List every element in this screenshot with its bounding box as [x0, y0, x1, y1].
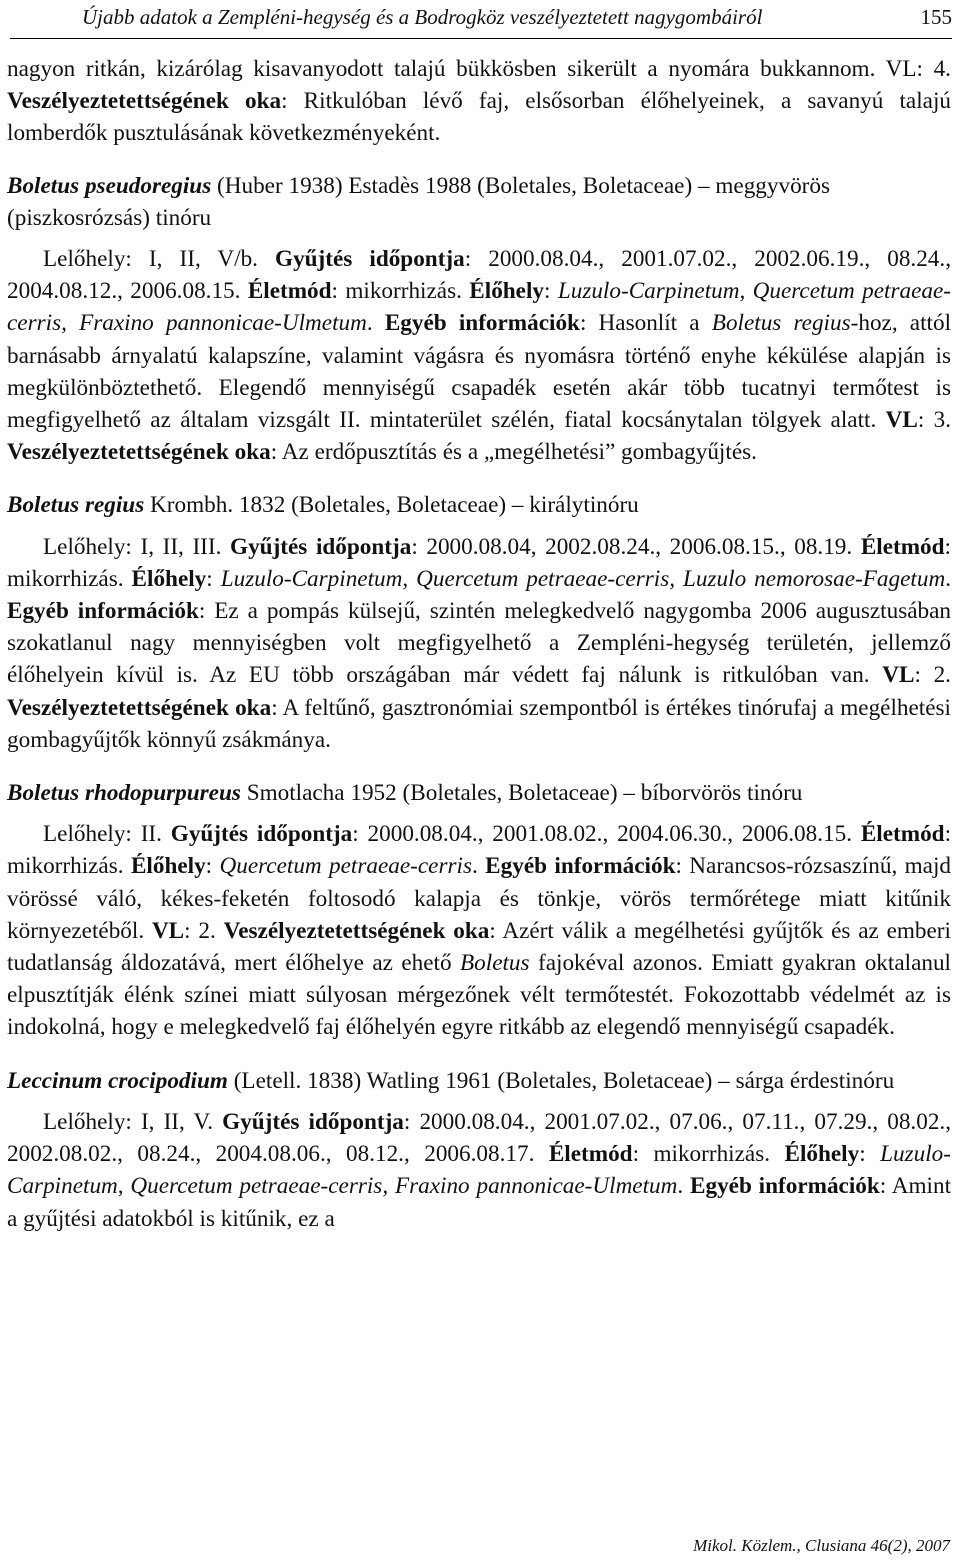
species-title-boletus-rhodopurpureus: Boletus rhodopurpureus Smotlacha 1952 (Boletales, Boletaceae) – bíborvörös tinóru	[7, 780, 803, 807]
species-record-boletus-rhodopurpureus: Lelőhely: II. Gyűjtés időpontja: 2000.08.04., 2001.08.02., 2004.06.30., 2006.08.15. Életmód: mikorrhizás. Élőhely: Quercetum petraeae-cerris. Egyéb információk: Narancsos-rózsaszínű, majd vörössé váló, kékes-feketén foltosodó kalapja és tönkje, vörös termőrétege miatt kitűnik környezetéből. VL: 2. Veszélyeztetettségének oka: Azért válik a megélhetési gyűjtők és az emberi tudatlanság áldozatává, mert élőhelye az ehető Boletus fajokéval azonos. Emiatt gyakran oktalanul elpusztítják élénk színei miatt súlyosan mérgezőnek vélt termőtestét. Fokozottabb védelmét az is indokolná, hogy e melegkedvelő faj élőhelyén egyre ritkább az elegendő mennyiségű csapadék.	[7, 821, 952, 1041]
journal-footer: Mikol. Közlem., Clusiana 46(2), 2007	[693, 1536, 950, 1555]
intro-paragraph: nagyon ritkán, kizárólag kisavanyodott talajú bükkösben sikerült a nyomára bukkannom. VL: 4. Veszélyeztetettségének oka: Ritkulóban lévő faj, elsősorban élőhelyeinek, a savanyú talajú lomberdők pusztulásának következményeként.	[7, 56, 951, 147]
species-record-leccinum-crocipodium: Lelőhely: I, II, V. Gyűjtés időpontja: 2000.08.04., 2001.07.02., 07.06., 07.11., 07.29., 08.02., 2002.08.02., 08.24., 2004.08.06., 08.12., 2006.08.17. Életmód: mikorrhizás. Élőhely: Luzulo-Carpinetum, Quercetum petraeae-cerris, Fraxino pannonicae-Ulmetum. Egyéb információk: Amint a gyűjtési adatokból is kitűnik, ez a	[7, 1108, 952, 1232]
running-title: Újabb adatok a Zempléni-hegység és a Bodrogköz veszélyeztetett nagygombáiról	[82, 5, 763, 29]
species-name: Boletus rhodopurpureus	[7, 780, 241, 807]
species-name: Boletus pseudoregius	[7, 172, 212, 199]
running-header	[10, 0, 952, 39]
species-record-boletus-regius: Lelőhely: I, II, III. Gyűjtés időpontja: 2000.08.04, 2002.08.24., 2006.08.15., 08.19. Életmód: mikorrhizás. Élőhely: Luzulo-Carpinetum, Quercetum petraeae-cerris, Luzulo nemorosae-Fagetum. Egyéb információk: Ez a pompás külsejű, szintén melegkedvelő nagygomba 2006 augusztusában szokatlanul nagy mennyiségben volt megfigyelhető a Zempléni-hegység területén, jellemző élőhelyein kívül is. Az EU több országában már védett faj nálunk is ritkulóban van. VL: 2. Veszélyeztetettségének oka: A feltűnő, gasztronómiai szempontból is értékes tinórufaj a megélhetési gombagyűjtők könnyű zsákmánya.	[7, 533, 951, 753]
species-title-boletus-regius: Boletus regius Krombh. 1832 (Boletales, Boletaceae) – királytinóru	[7, 492, 639, 519]
species-name: Leccinum crocipodium	[7, 1067, 228, 1094]
species-record-boletus-pseudoregius: Lelőhely: I, II, V/b. Gyűjtés időpontja: 2000.08.04., 2001.07.02., 2002.06.19., 08.24., 2004.08.12., 2006.08.15. Életmód: mikorrhizás. Élőhely: Luzulo-Carpinetum, Quercetum petraeae-cerris, Fraxino pannonicae-Ulmetum. Egyéb információk: Hasonlít a Boletus regius-hoz, attól barnásabb árnyalatú kalapszíne, valamint vágásra és nyomásra történő enyhe kékülése alapján is megkülönböztethető. Elegendő mennyiségű csapadék esetén akár több tucatnyi termőtest is megfigyelhető az általam vizsgált II. mintaterület szélén, fiatal kocsánytalan tölgyek alatt. VL: 3. Veszélyeztetettségének oka: Az erdőpusztítás és a „megélhetési” gombagyűjtés.	[7, 246, 952, 466]
species-name: Boletus regius	[7, 492, 145, 519]
species-title-leccinum-crocipodium: Leccinum crocipodium (Letell. 1838) Watling 1961 (Boletales, Boletaceae) – sárga érdestinóru	[7, 1067, 895, 1094]
article-body	[7, 53, 951, 1235]
page-number: 155	[920, 5, 952, 29]
species-title-boletus-pseudoregius: Boletus pseudoregius (Huber 1938) Estadès 1988 (Boletales, Boletaceae) – meggyvörös (piszkosrózsás) tinóru	[7, 172, 831, 231]
